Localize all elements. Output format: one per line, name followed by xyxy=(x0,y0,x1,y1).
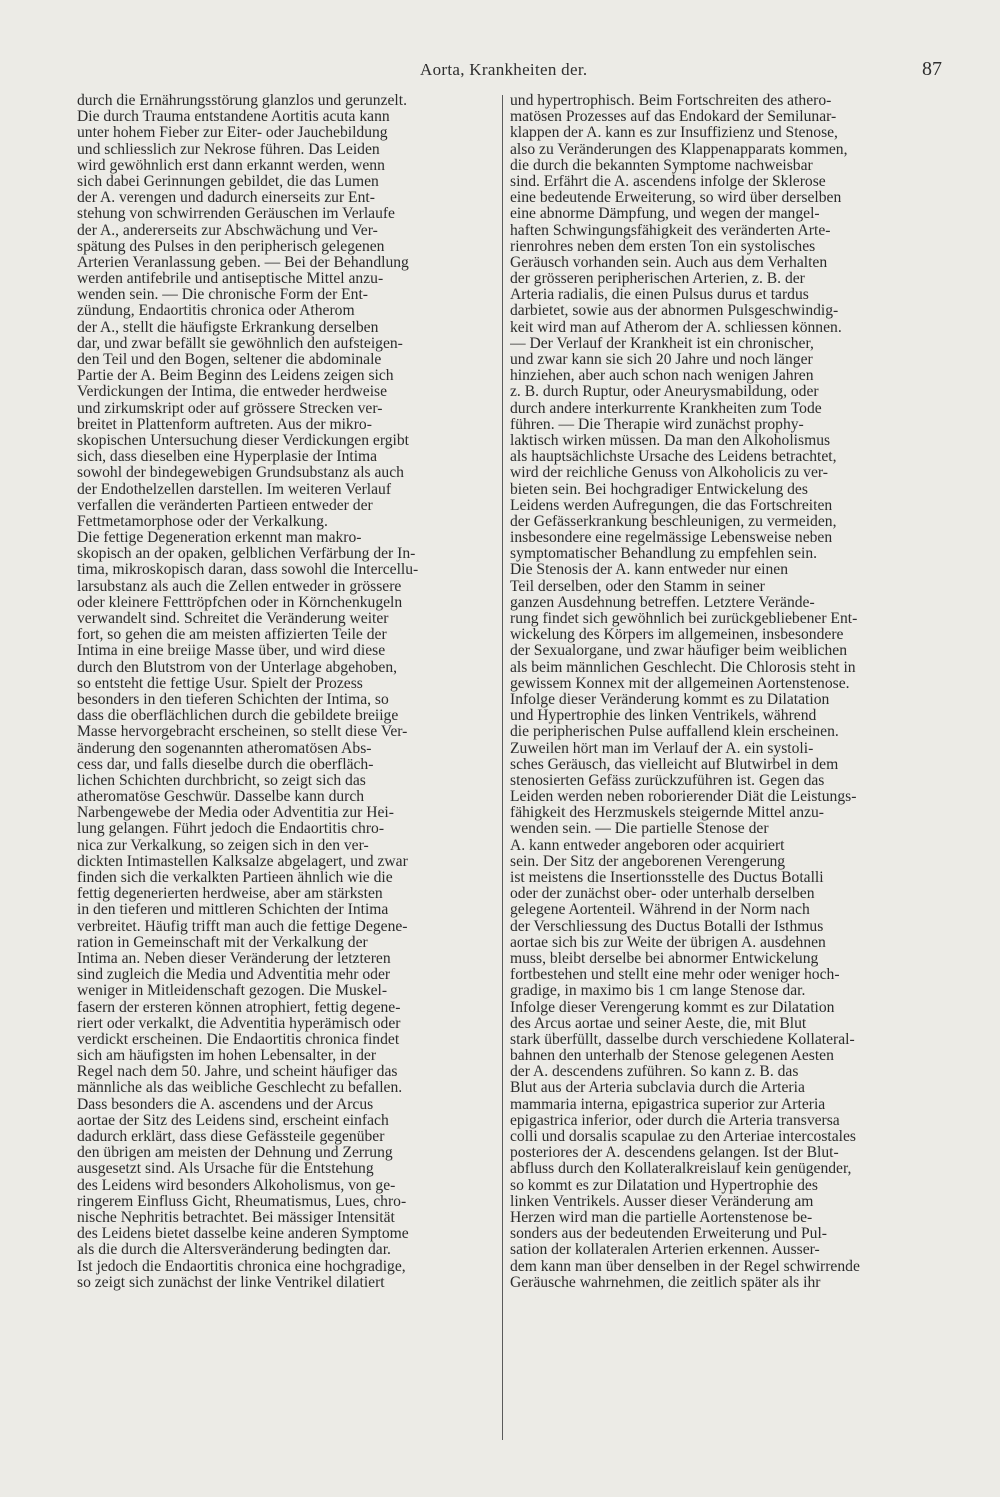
text-line: linken Ventrikels. Ausser dieser Veränderung am xyxy=(510,1193,814,1210)
text-line: der A., andererseits zur Abschwächung und Ver- xyxy=(77,222,378,239)
text-line: Ist jedoch die Endaortitis chronica eine hochgradige, xyxy=(77,1258,406,1275)
text-line: wickelung des Körpers im allgemeinen, insbesondere xyxy=(510,627,844,644)
text-line: darbietet, sowie aus der abnormen Pulsgeschwindig- xyxy=(510,303,839,320)
text-line: und zirkumskript oder auf grössere Strecken ver- xyxy=(77,400,383,417)
text-line: Fettmetamorphose oder der Verkalkung. xyxy=(77,513,328,530)
text-line: muss, bleibt derselbe bei abnormer Entwickelung xyxy=(510,950,819,967)
text-line: verwandelt sind. Schreitet die Veränderung weiter xyxy=(77,611,389,627)
text-line: Geräusche wahrnehmen, die zeitlich später als ihr xyxy=(510,1274,821,1291)
text-line: Geräusch vorhanden sein. Auch aus dem Verhalten xyxy=(510,254,828,271)
text-line: Regel nach dem 50. Jahre, und scheint häufiger das xyxy=(77,1064,398,1081)
text-line: sich am häufigsten im hohen Lebensalter, in der xyxy=(77,1048,377,1065)
text-line: lichen Schichten durchbricht, so zeigt sich das xyxy=(77,772,366,789)
text-line: dar, und zwar befällt sie gewöhnlich den aufsteigen- xyxy=(77,335,403,352)
text-line: Narbengewebe der Media oder Adventitia zur Hei- xyxy=(77,805,394,822)
text-line: verdickt erscheinen. Die Endaortitis chronica findet xyxy=(77,1031,400,1048)
text-line: der Sexualorgane, und zwar häufiger beim weiblichen xyxy=(510,643,848,660)
text-line: Infolge dieser Veränderung kommt es zu Dilatation xyxy=(510,691,830,708)
page-number: 87 xyxy=(922,58,942,80)
text-line: finden sich die verkalkten Partieen ähnlich wie die xyxy=(77,870,393,886)
text-line: rung findet sich gewöhnlich bei zurückgebliebener Ent- xyxy=(510,611,858,627)
text-line: Herzen wird man die partielle Aortenstenose be- xyxy=(510,1209,813,1226)
text-line: Leidens werden Aufregungen, die das Fortschreiten xyxy=(510,497,833,514)
text-line: durch andere interkurrente Krankheiten zum Tode xyxy=(510,400,822,417)
text-line: Die durch Trauma entstandene Aortitis acuta kann xyxy=(77,109,390,126)
text-line: skopischen Untersuchung dieser Verdickungen ergibt xyxy=(77,432,410,449)
text-line: fort, so gehen die am meisten affizierten Teile der xyxy=(77,627,387,644)
text-line: eine abnorme Dämpfung, und wegen der mangel- xyxy=(510,206,820,223)
text-line: Intima an. Neben dieser Veränderung der letzteren xyxy=(77,950,391,967)
right-text-column xyxy=(510,93,940,1291)
text-line: verbreitet. Häufig trifft man auch die fettige Degene- xyxy=(77,918,408,935)
text-line: wird der reichliche Genuss von Alkoholicis zu ver- xyxy=(510,465,828,482)
text-line: symptomatischer Behandlung zu empfehlen sein. xyxy=(510,546,818,563)
text-line: Intima in eine breiige Masse über, und wird diese xyxy=(77,643,386,660)
text-line: klappen der A. kann es zur Insuffizienz und Stenose, xyxy=(510,125,838,142)
text-line: Leiden werden neben roborierender Diät die Leistungs- xyxy=(510,789,857,806)
text-line: ganzen Ausdehnung betreffen. Letztere Verände- xyxy=(510,594,815,611)
text-line: Arteria radialis, die einen Pulsus durus et tardus xyxy=(510,287,809,304)
text-line: und hypertrophisch. Beim Fortschreiten des athero- xyxy=(510,93,832,109)
text-line: wenden sein. — Die chronische Form der Ent- xyxy=(77,287,369,304)
text-line: Die Stenosis der A. kann entweder nur einen xyxy=(510,562,789,579)
text-line: als die durch die Altersveränderung bedingten dar. xyxy=(77,1242,391,1259)
text-line: spätung des Pulses in den peripherisch gelegenen xyxy=(77,238,385,255)
text-line: und zwar kann sie sich 20 Jahre und noch länger xyxy=(510,352,813,368)
text-line: sind. Erfährt die A. ascendens infolge der Sklerose xyxy=(510,173,826,190)
text-line: stenosierten Gefäss zurückzuführen ist. Gegen das xyxy=(510,772,825,789)
text-line: stark überfüllt, dasselbe durch verschiedene Kollateral- xyxy=(510,1031,855,1048)
text-line: zündung, Endaortitis chronica oder Atherom xyxy=(77,303,355,320)
text-line: gradige, in maximo bis 1 cm lange Stenose dar. xyxy=(510,983,806,1000)
text-line: des Leidens wird besonders Alkoholismus, von ge- xyxy=(77,1177,396,1194)
text-line: dass die oberflächlichen durch die gebildete breiige xyxy=(77,708,399,725)
text-line: sonders aus der bedeutenden Erweiterung und Pul- xyxy=(510,1226,827,1243)
text-line: der Endothelzellen darstellen. Im weiteren Verlauf xyxy=(77,481,392,498)
text-line: aortae sich bis zur Weite der übrigen A. ausdehnen xyxy=(510,934,826,951)
text-line: haften Schwingungsfähigkeit des veränderten Arte- xyxy=(510,222,831,239)
text-line: also zu Veränderungen des Klappenapparats kommen, xyxy=(510,141,848,158)
text-line: des Arcus aortae und seiner Aeste, die, mit Blut xyxy=(510,1015,807,1032)
text-line: dem kann man über denselben in der Regel schwirrende xyxy=(510,1258,860,1275)
text-line: sich, dass dieselben eine Hyperplasie der Intima xyxy=(77,449,378,466)
text-line: änderung den sogenannten atheromatösen Abs- xyxy=(77,740,372,757)
text-line: durch den Blutstrom von der Unterlage abgehoben, xyxy=(77,659,398,676)
text-line: Verdickungen der Intima, die entweder herdweise xyxy=(77,384,388,401)
text-line: so kommt es zur Dilatation und Hypertrophie des xyxy=(510,1177,818,1194)
text-line: in den tieferen und mittleren Schichten der Intima xyxy=(77,902,389,919)
text-line: breitet in Plattenform auftreten. Aus der mikro- xyxy=(77,416,372,433)
text-line: z. B. durch Ruptur, oder Aneurysmabildung, oder xyxy=(510,384,819,401)
text-line: epigastrica inferior, oder durch die Arteria transversa xyxy=(510,1112,840,1129)
text-line: die peripherischen Pulse auffallend klein erscheinen. xyxy=(510,724,839,741)
text-line: ringerem Einfluss Gicht, Rheumatismus, Lues, chro- xyxy=(77,1193,407,1210)
text-line: rienrohres neben dem ersten Ton ein systolisches xyxy=(510,238,816,255)
text-line: cess dar, und falls dieselbe durch die oberfläch- xyxy=(77,756,374,773)
text-line: Partie der A. Beim Beginn des Leidens zeigen sich xyxy=(77,368,394,385)
text-line: gewissem Konnex mit der allgemeinen Aortenstenose. xyxy=(510,675,850,692)
text-line: wenden sein. — Die partielle Stenose der xyxy=(510,821,769,838)
text-line: sein. Der Sitz der angeborenen Verengerung xyxy=(510,853,786,870)
text-line: bahnen den unterhalb der Stenose gelegenen Aesten xyxy=(510,1048,834,1065)
text-line: Teil derselben, oder den Stamm in seiner xyxy=(510,578,765,595)
text-line: fettig degenerierten herdweise, aber am stärksten xyxy=(77,886,383,903)
text-line: tima, mikroskopisch daran, dass sowohl die Intercellu- xyxy=(77,562,419,579)
text-line: oder kleinere Fetttröpfchen oder in Körnchenkugeln xyxy=(77,594,403,611)
text-line: lung gelangen. Führt jedoch die Endaortitis chro- xyxy=(77,821,385,838)
text-line: und schliesslich zur Nekrose führen. Das Leiden xyxy=(77,141,380,158)
text-line: unter hohem Fieber zur Eiter- oder Jauchebildung xyxy=(77,125,388,142)
text-line: der A. verengen und dadurch einerseits zur Ent- xyxy=(77,190,375,207)
text-line: wird gewöhnlich erst dann erkannt werden, wenn xyxy=(77,157,385,174)
text-line: keit wird man auf Atherom der A. schliessen können. xyxy=(510,319,842,336)
text-line: atheromatöse Geschwür. Dasselbe kann durch xyxy=(77,789,365,806)
text-line: besonders in den tieferen Schichten der Intima, so xyxy=(77,691,389,708)
text-line: sches Geräusch, das vielleicht auf Blutwirbel in dem xyxy=(510,756,839,773)
text-line: ausgesetzt sind. Als Ursache für die Entstehung xyxy=(77,1161,374,1178)
text-line: eine bedeutende Erweiterung, so wird über derselben xyxy=(510,190,842,207)
text-line: bieten sein. Bei hochgradiger Entwickelung des xyxy=(510,481,808,498)
text-line: den Teil und den Bogen, seltener die abdominale xyxy=(77,352,382,368)
text-line: insbesondere eine regelmässige Lebensweise neben xyxy=(510,530,833,547)
text-line: durch die Ernährungsstörung glanzlos und gerunzelt. xyxy=(77,93,407,109)
text-line: als hauptsächlichste Ursache des Leidens betrachtet, xyxy=(510,449,837,466)
text-line: Dass besonders die A. ascendens und der Arcus xyxy=(77,1096,374,1113)
text-line: Masse hervorgebracht erscheinen, so stellt diese Ver- xyxy=(77,724,408,741)
text-line: nische Nephritis betrachtet. Bei mässiger Intensität xyxy=(77,1209,395,1226)
column-divider xyxy=(502,95,503,1440)
left-text-column xyxy=(77,93,499,1291)
text-line: Zuweilen hört man im Verlauf der A. ein systoli- xyxy=(510,740,814,757)
text-line: und Hypertrophie des linken Ventrikels, während xyxy=(510,708,817,725)
text-line: der A., stellt die häufigste Erkrankung derselben xyxy=(77,319,379,336)
text-line: der grösseren peripherischen Arterien, z. B. der xyxy=(510,271,805,288)
text-line: so zeigt sich zunächst der linke Ventrikel dilatiert xyxy=(77,1274,385,1291)
text-line: abfluss durch den Kollateralkreislauf kein genügender, xyxy=(510,1161,852,1178)
text-line: laktisch wirken müssen. Da man den Alkoholismus xyxy=(510,432,831,449)
text-line: fortbestehen und stellt eine mehr oder weniger hoch- xyxy=(510,967,840,984)
text-line: dickten Intimastellen Kalksalze abgelagert, und zwar xyxy=(77,853,408,870)
text-line: weniger in Mitleidenschaft gezogen. Die Muskel- xyxy=(77,983,388,1000)
text-line: larsubstanz als auch die Zellen entweder in grössere xyxy=(77,578,402,595)
text-line: verfallen die veränderten Partieen entweder der xyxy=(77,497,373,514)
text-line: die durch die bekannten Symptome nachweisbar xyxy=(510,157,813,174)
text-line: hinziehen, aber auch schon nach wenigen Jahren xyxy=(510,368,814,385)
text-line: als beim männlichen Geschlecht. Die Chlorosis steht in xyxy=(510,659,856,676)
text-line: nica zur Verkalkung, so zeigen sich in den ver- xyxy=(77,837,369,854)
text-line: skopisch an der opaken, gelblichen Verfärbung der In- xyxy=(77,546,416,563)
text-line: oder der zunächst ober- oder unterhalb derselben xyxy=(510,886,815,903)
text-line: stehung von schwirrenden Geräuschen im Verlaufe xyxy=(77,206,395,223)
text-line: sowohl der bindegewebigen Grundsubstanz als auch xyxy=(77,465,404,482)
text-line: colli und dorsalis scapulae zu den Arteriae intercostales xyxy=(510,1129,856,1145)
text-line: der A. descendens zuführen. So kann z. B. das xyxy=(510,1064,799,1081)
text-line: Die fettige Degeneration erkennt man makro- xyxy=(77,530,362,547)
running-title: Aorta, Krankheiten der. xyxy=(420,60,588,79)
text-line: matösen Prozesses auf das Endokard der Semilunar- xyxy=(510,109,837,126)
text-line: sation der kollateralen Arterien erkennen. Ausser- xyxy=(510,1242,820,1259)
text-line: Infolge dieser Verengerung kommt es zur Dilatation xyxy=(510,999,835,1016)
text-line: fähigkeit des Herzmuskels steigernde Mittel anzu- xyxy=(510,805,824,822)
text-line: mammaria interna, epigastrica superior zur Arteria xyxy=(510,1096,826,1113)
text-line: werden antifebrile und antiseptische Mittel anzu- xyxy=(77,271,384,288)
text-line: gelegene Aortenteil. Während in der Norm nach xyxy=(510,902,810,919)
text-line: so entsteht die fettige Usur. Spielt der Prozess xyxy=(77,675,363,692)
text-line: Arterien Veranlassung geben. — Bei der Behandlung xyxy=(77,254,409,271)
text-line: ration in Gemeinschaft mit der Verkalkung der xyxy=(77,934,368,951)
text-line: ist meistens die Insertionsstelle des Ductus Botalli xyxy=(510,870,824,886)
text-line: der Gefässerkrankung beschleunigen, zu vermeiden, xyxy=(510,513,837,530)
text-line: führen. — Die Therapie wird zunächst prophy- xyxy=(510,416,804,433)
text-line: sich dabei Gerinnungen gebildet, die das Lumen xyxy=(77,173,379,190)
text-line: den übrigen am meisten der Dehnung und Zerrung xyxy=(77,1145,393,1162)
text-line: dadurch erklärt, dass diese Gefässteile gegenüber xyxy=(77,1129,385,1145)
text-line: der Verschliessung des Ductus Botalli der Isthmus xyxy=(510,918,824,935)
text-line: riert oder verkalkt, die Adventitia hyperämisch oder xyxy=(77,1015,401,1032)
text-line: posteriores der A. descendens gelangen. Ist der Blut- xyxy=(510,1145,839,1162)
text-line: — Der Verlauf der Krankheit ist ein chronischer, xyxy=(510,335,814,352)
text-line: aortae der Sitz des Leidens sind, erscheint einfach xyxy=(77,1112,389,1129)
text-line: sind zugleich die Media und Adventitia mehr oder xyxy=(77,967,391,984)
text-line: männliche als das weibliche Geschlecht zu befallen. xyxy=(77,1080,403,1097)
text-line: A. kann entweder angeboren oder acquiriert xyxy=(510,837,785,854)
text-line: fasern der ersteren können atrophiert, fettig degene- xyxy=(77,999,401,1016)
text-line: Blut aus der Arteria subclavia durch die Arteria xyxy=(510,1080,805,1097)
text-line: des Leidens bietet dasselbe keine anderen Symptome xyxy=(77,1226,409,1243)
